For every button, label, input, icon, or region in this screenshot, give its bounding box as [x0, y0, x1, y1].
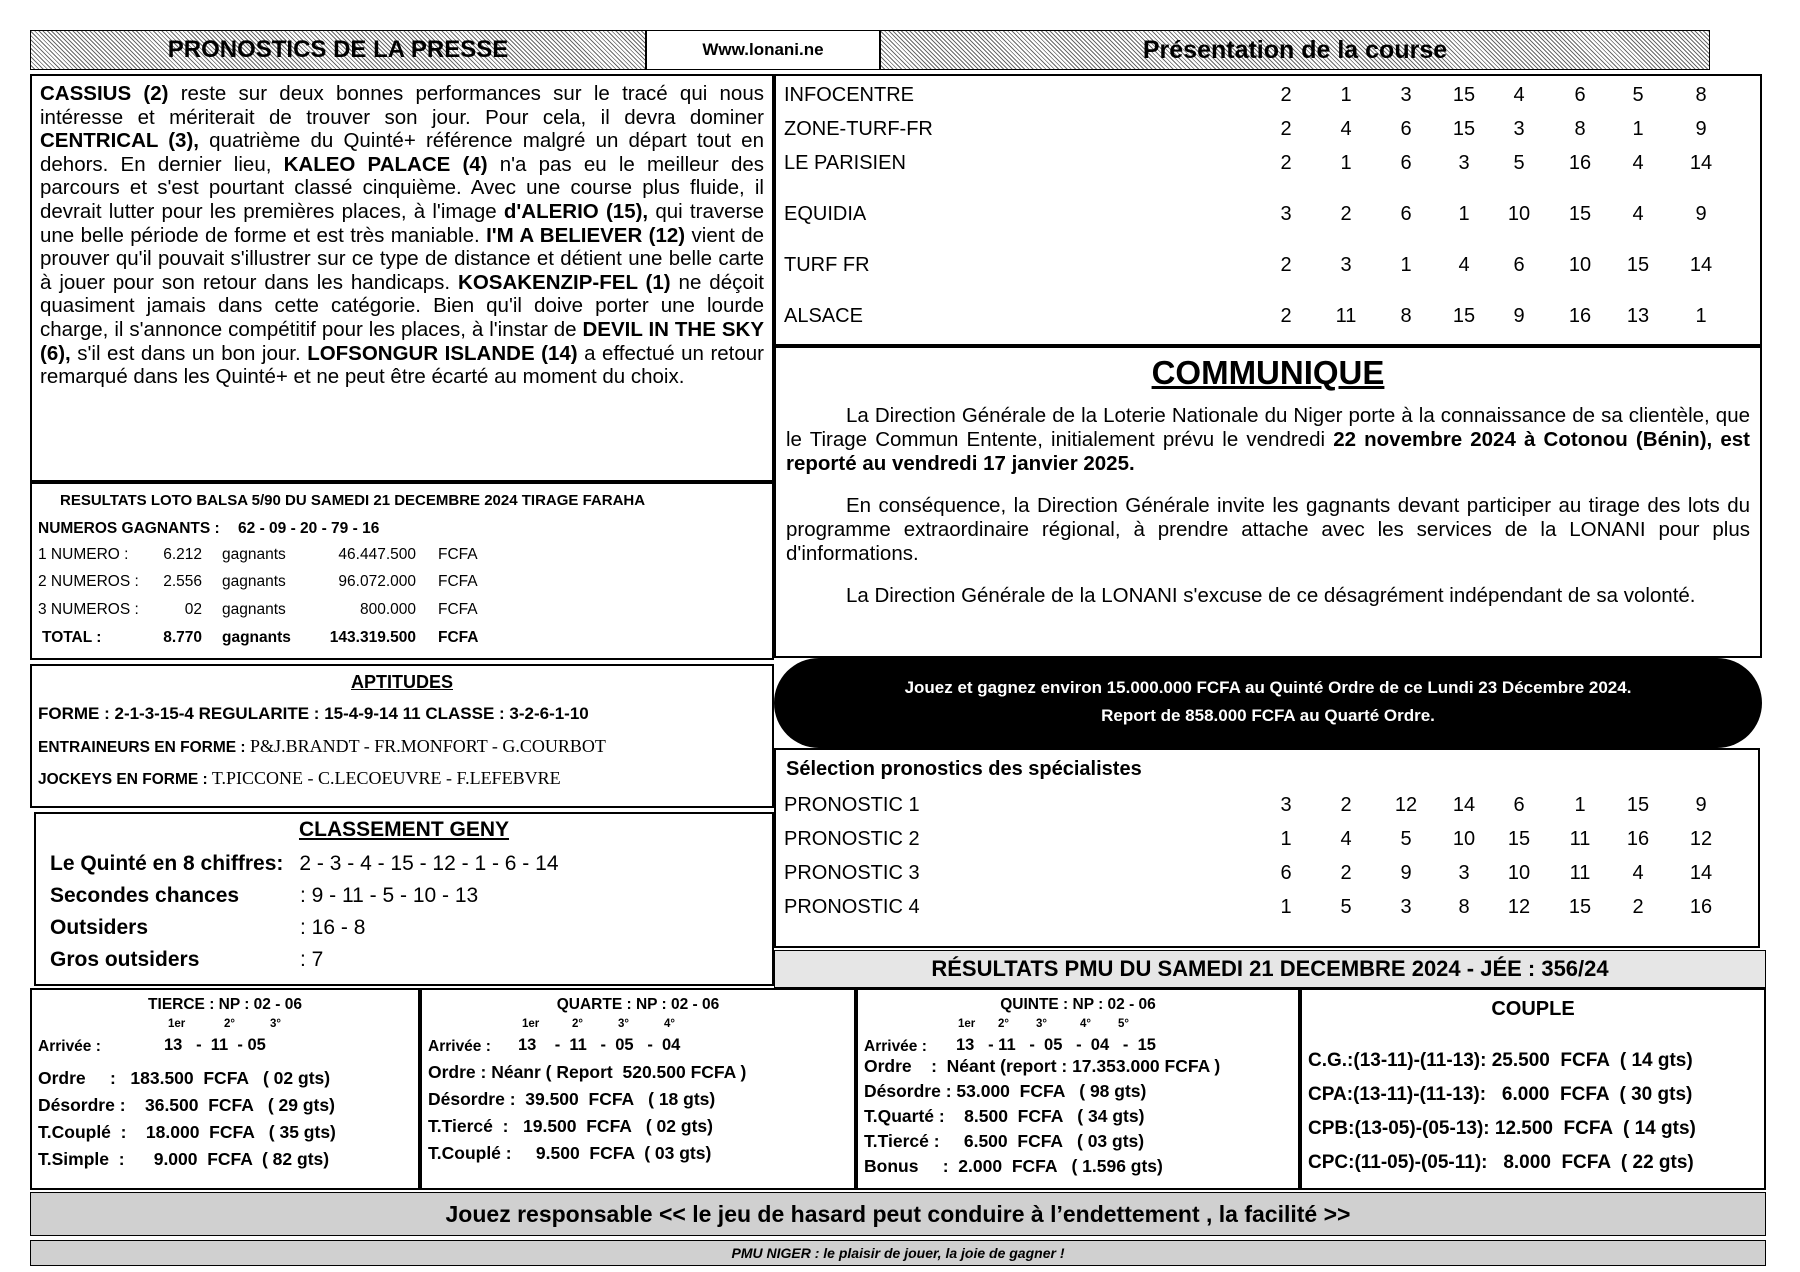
specialist-number: 12 — [1507, 896, 1531, 918]
specialist-row — [776, 828, 1758, 854]
press-pick-row — [776, 152, 1760, 178]
press-pick-row — [776, 118, 1760, 144]
geny-row — [50, 884, 478, 908]
loto-row-label: 2 NUMEROS : — [38, 573, 139, 590]
trainers-row — [38, 736, 606, 757]
jockeys-value: T.PICCONE - C.LECOEUVRE - F.LEFEBVRE — [207, 768, 561, 788]
responsible-text: Jouez responsable << le jeu de hasard peut conduire à l’endettement , la facilité >> — [445, 1200, 1351, 1227]
press-pick-number: 9 — [1513, 305, 1525, 327]
press-pick-row — [776, 254, 1760, 280]
press-pick-number: 6 — [1400, 118, 1412, 140]
press-pick-number: 8 — [1400, 305, 1412, 327]
geny-row — [50, 852, 559, 876]
quarte-result-line: T.Tiercé : 19.500 FCFA ( 02 gts) — [428, 1116, 713, 1136]
communique-bold-text: 22 novembre 2024 à Cotonou (Bénin), est reporté au vendredi 17 janvier 2025. — [786, 428, 1751, 475]
loto-numbers: 62 - 09 - 20 - 79 - 16 — [238, 520, 380, 537]
press-pick-number: 15 — [1452, 84, 1476, 106]
loto-row-count: 2.556 — [163, 573, 202, 590]
press-header — [30, 30, 646, 70]
press-pick-number: 10 — [1568, 254, 1592, 276]
quinte-result-line: T.Quarté : 8.500 FCFA ( 34 gts) — [864, 1106, 1145, 1126]
loto-row-currency: FCFA — [438, 546, 478, 563]
specialist-number: 1 — [1574, 794, 1586, 816]
geny-row-label: Outsiders — [50, 916, 149, 939]
place-label: 2° — [998, 1018, 1009, 1030]
loto-total-count: 8.770 — [163, 629, 202, 646]
pmu-results-title: RÉSULTATS PMU DU SAMEDI 21 DECEMBRE 2024 - JÉE : 356/24 — [931, 956, 1609, 981]
press-pick-number: 10 — [1507, 203, 1531, 225]
press-paragraph — [40, 82, 764, 389]
place-label: 5° — [1118, 1018, 1129, 1030]
quarte-result-line: Désordre : 39.500 FCFA ( 18 gts) — [428, 1089, 716, 1109]
loto-row-amount: 96.072.000 — [338, 573, 416, 590]
specialist-number: 15 — [1568, 896, 1592, 918]
communique-title: COMMUNIQUE — [1151, 354, 1385, 391]
press-source-label: ZONE-TURF-FR — [784, 118, 933, 140]
press-text: qui traverse une belle période de forme et est très maniable. — [40, 199, 764, 247]
press-pick-number: 15 — [1626, 254, 1650, 276]
aptitudes-form-line: FORME : 2-1-3-15-4 REGULARITE : 15-4-9-14 11 CLASSE : 3-2-6-1-10 — [38, 704, 589, 723]
specialist-number: 9 — [1695, 794, 1707, 816]
press-pick-number: 8 — [1695, 84, 1707, 106]
press-pick-number: 8 — [1574, 118, 1586, 140]
slogan-text: PMU NIGER : le plaisir de jouer, la joie de gagner ! — [731, 1245, 1065, 1261]
specialist-label: PRONOSTIC 2 — [784, 828, 920, 850]
quarte-result-line: Ordre : Néanr ( Report 520.500 FCFA ) — [428, 1062, 747, 1082]
specialist-number: 11 — [1569, 862, 1591, 884]
aptitudes-title: APTITUDES — [350, 672, 453, 692]
geny-row-label: Le Quinté en 8 chiffres: — [50, 852, 284, 875]
loto-total-currency: FCFA — [438, 629, 479, 646]
press-source-label: INFOCENTRE — [784, 84, 914, 106]
specialist-number: 1 — [1280, 896, 1292, 918]
couple-result-line: CPC:(11-05)-(05-11): 8.000 FCFA ( 22 gts) — [1308, 1152, 1694, 1173]
specialist-number: 12 — [1394, 794, 1418, 816]
press-text-box — [30, 74, 774, 482]
place-label: 2° — [572, 1018, 583, 1030]
loto-row-currency: FCFA — [438, 573, 478, 590]
press-pick-number: 4 — [1632, 152, 1644, 174]
place-label: 3° — [1036, 1018, 1047, 1030]
website-box — [646, 30, 880, 70]
press-pick-number: 6 — [1574, 84, 1586, 106]
press-text: reste sur deux bonnes performances sur le tracé qui nous intéresse et mériterait de trouver son jour. Pour cela, il devra dominer — [40, 82, 764, 129]
place-label: 3° — [618, 1018, 629, 1030]
banner-line2: Report de 858.000 FCFA au Quarté Ordre. — [1101, 706, 1435, 725]
press-pick-number: 6 — [1400, 152, 1412, 174]
pmu-results-title-bar — [774, 950, 1766, 988]
place-label: 4° — [664, 1018, 675, 1030]
horse-name: CENTRICAL (3), — [40, 129, 199, 153]
loto-row-count: 02 — [184, 601, 202, 618]
press-pick-number: 2 — [1280, 254, 1292, 276]
press-pick-number: 1 — [1695, 305, 1707, 327]
jockeys-row — [38, 768, 561, 789]
specialist-number: 5 — [1400, 828, 1412, 850]
press-pick-number: 2 — [1280, 152, 1292, 174]
geny-row-value: : 16 - 8 — [300, 916, 366, 939]
specialist-row — [776, 896, 1758, 922]
specialist-number: 4 — [1340, 828, 1352, 850]
press-pick-number: 6 — [1513, 254, 1525, 276]
geny-row-value: 2 - 3 - 4 - 15 - 12 - 1 - 6 - 14 — [299, 852, 559, 875]
press-pick-number: 14 — [1689, 254, 1713, 276]
specialist-number: 15 — [1626, 794, 1650, 816]
loto-title: RESULTATS LOTO BALSA 5/90 DU SAMEDI 21 DECEMBRE 2024 TIRAGE FARAHA — [60, 492, 646, 509]
press-pick-number: 3 — [1458, 152, 1470, 174]
press-text: a effectué un retour remarqué dans les Quinté+ et ne peut être écarté au moment du choix. — [40, 341, 765, 389]
press-pick-number: 4 — [1513, 84, 1525, 106]
quarte-result-line: T.Couplé : 9.500 FCFA ( 03 gts) — [428, 1143, 712, 1163]
tierce-result-line: Désordre : 36.500 FCFA ( 29 gts) — [38, 1095, 335, 1115]
specialists-box — [774, 748, 1760, 948]
place-label: 1er — [522, 1018, 540, 1030]
quinte-result-line: Ordre : Néant (report : 17.353.000 FCFA ) — [864, 1056, 1221, 1076]
jackpot-banner — [774, 658, 1762, 748]
specialist-number: 14 — [1689, 862, 1713, 884]
press-pick-number: 3 — [1400, 84, 1412, 106]
quinte-result-line: T.Tiercé : 6.500 FCFA ( 03 gts) — [864, 1131, 1145, 1151]
press-pick-number: 3 — [1340, 254, 1352, 276]
press-pick-number: 4 — [1340, 118, 1352, 140]
jockeys-label: JOCKEYS EN FORME : — [38, 771, 208, 788]
loto-row-amount: 46.447.500 — [338, 546, 416, 563]
quinte-box — [856, 988, 1300, 1190]
press-pick-number: 14 — [1689, 152, 1713, 174]
banner-line1: Jouez et gagnez environ 15.000.000 FCFA au Quinté Ordre de ce Lundi 23 Décembre 2024. — [904, 678, 1632, 697]
specialist-number: 12 — [1689, 828, 1713, 850]
horse-name: KALEO PALACE (4) — [283, 152, 488, 176]
specialist-number: 16 — [1689, 896, 1713, 918]
tierce-result-line: T.Simple : 9.000 FCFA ( 82 gts) — [38, 1149, 330, 1169]
press-pick-number: 6 — [1400, 203, 1412, 225]
specialist-number: 5 — [1340, 896, 1352, 918]
loto-row-currency: FCFA — [438, 601, 478, 618]
tierce-header: TIERCE : NP : 02 - 06 — [148, 996, 302, 1013]
press-pick-number: 1 — [1632, 118, 1644, 140]
geny-row — [50, 948, 323, 972]
specialist-number: 3 — [1400, 896, 1412, 918]
horse-name: LOFSONGUR ISLANDE (14) — [307, 341, 578, 365]
press-pick-number: 11 — [1335, 305, 1357, 327]
place-label: 4° — [1080, 1018, 1091, 1030]
press-pick-number: 1 — [1400, 254, 1412, 276]
tierce-result-line: T.Couplé : 18.000 FCFA ( 35 gts) — [38, 1122, 336, 1142]
horse-name: CASSIUS (2) — [40, 82, 169, 105]
press-pick-number: 9 — [1695, 203, 1707, 225]
geny-row-value: : 9 - 11 - 5 - 10 - 13 — [300, 884, 479, 907]
quarte-arrivee: 13 - 11 - 05 - 04 — [518, 1036, 681, 1054]
tierce-result-line: Ordre : 183.500 FCFA ( 02 gts) — [38, 1068, 331, 1088]
loto-total-amount: 143.319.500 — [329, 629, 416, 646]
specialist-number: 2 — [1340, 794, 1352, 816]
press-pick-number: 2 — [1280, 118, 1292, 140]
responsible-bar — [30, 1192, 1766, 1236]
press-pick-number: 5 — [1513, 152, 1525, 174]
press-pick-number: 16 — [1568, 152, 1592, 174]
press-source-label: LE PARISIEN — [784, 152, 906, 174]
specialist-number: 16 — [1626, 828, 1650, 850]
horse-name: DEVIL IN THE SKY (6), — [40, 317, 764, 365]
couple-box — [1300, 988, 1766, 1190]
quarte-box — [420, 988, 856, 1190]
specialist-row — [776, 862, 1758, 888]
communique-para3: La Direction Générale de la LONANI s'excuse de ce désagrément indépendant de sa volonté. — [846, 584, 1696, 607]
couple-result-line: C.G.:(13-11)-(11-13): 25.500 FCFA ( 14 gts) — [1308, 1050, 1693, 1071]
tierce-box — [30, 988, 420, 1190]
specialist-number: 3 — [1280, 794, 1292, 816]
quinte-arrivee: 13 - 11 - 05 - 04 - 15 — [956, 1036, 1156, 1054]
place-label: 1er — [168, 1018, 186, 1030]
specialist-number: 6 — [1280, 862, 1292, 884]
specialist-number: 10 — [1507, 862, 1531, 884]
loto-numbers-label: NUMEROS GAGNANTS : — [38, 520, 220, 537]
tierce-arrivee: 13 - 11 - 05 — [164, 1036, 266, 1054]
quarte-header: QUARTE : NP : 02 - 06 — [556, 996, 720, 1013]
couple-result-line: CPB:(13-05)-(05-13): 12.500 FCFA ( 14 gts) — [1308, 1118, 1696, 1139]
geny-row — [50, 916, 365, 940]
course-header — [880, 30, 1710, 70]
communique-box — [774, 346, 1762, 658]
press-pick-number: 1 — [1458, 203, 1470, 225]
specialist-number: 1 — [1280, 828, 1292, 850]
loto-row-amount: 800.000 — [359, 601, 416, 618]
press-pick-number: 9 — [1695, 118, 1707, 140]
press-pick-row — [776, 305, 1760, 331]
press-pick-number: 4 — [1632, 203, 1644, 225]
loto-row-label: 1 NUMERO : — [38, 546, 129, 563]
press-source-label: ALSACE — [784, 305, 863, 327]
press-text: vient de prouver qu'il pouvait s'illustrer sur ce type de distance et détient une belle carte à jouer pour son retour dans les handicaps. — [40, 223, 764, 294]
loto-total-gagnants: gagnants — [222, 629, 291, 646]
specialist-number: 11 — [1569, 828, 1591, 850]
press-text: n'a pas eu le meilleur des parcours et s'est pourtant classé cinquième. Avec une course plus fluide, il devrait lutter pour les premières places, à l'image — [40, 152, 764, 223]
specialist-number: 3 — [1458, 862, 1470, 884]
slogan-bar — [30, 1240, 1766, 1266]
place-label: 3° — [270, 1018, 281, 1030]
couple-result-line: CPA:(13-11)-(11-13): 6.000 FCFA ( 30 gts) — [1308, 1084, 1693, 1105]
trainers-label: ENTRAINEURS EN FORME : — [38, 739, 246, 756]
press-picks-box — [774, 74, 1762, 346]
press-text: quatrième du Quinté+ référence malgré un départ tout en dehors. En dernier lieu, — [40, 129, 764, 176]
specialist-row — [776, 794, 1758, 820]
press-pick-row — [776, 84, 1760, 110]
horse-name: KOSAKENZIP-FEL (1) — [458, 270, 671, 294]
press-text: ne déçoit quasiment jamais dans cette catégorie. Bien qu'il doive porter une lourde charge, il s'annonce compétitif pour les places, à l'instar de — [40, 270, 764, 341]
press-pick-number: 2 — [1280, 84, 1292, 106]
place-label: 2° — [224, 1018, 235, 1030]
geny-title: CLASSEMENT GENY — [298, 818, 510, 841]
specialist-number: 8 — [1458, 896, 1470, 918]
geny-box — [34, 812, 774, 986]
quinte-result-line: Bonus : 2.000 FCFA ( 1.596 gts) — [864, 1156, 1163, 1176]
press-pick-number: 3 — [1513, 118, 1525, 140]
press-source-label: TURF FR — [784, 254, 870, 276]
loto-row-count: 6.212 — [163, 546, 202, 563]
press-pick-number: 4 — [1458, 254, 1470, 276]
specialist-number: 2 — [1632, 896, 1644, 918]
communique-para2: En conséquence, la Direction Générale invite les gagnants devant participer au tirage des lots du programme extraordinaire régional, à prendre attache avec les services de la LONANI pour plus d'informations. — [786, 494, 1750, 565]
press-pick-number: 13 — [1626, 305, 1650, 327]
specialists-title: Sélection pronostics des spécialistes — [786, 758, 1142, 780]
specialist-number: 2 — [1340, 862, 1352, 884]
quarte-arrivee-label: Arrivée : — [428, 1038, 491, 1055]
quinte-header: QUINTE : NP : 02 - 06 — [1000, 996, 1156, 1013]
quinte-result-line: Désordre : 53.000 FCFA ( 98 gts) — [864, 1081, 1147, 1101]
loto-numbers-row — [38, 520, 379, 538]
communique-text: La Direction Générale de la Loterie Nationale du Niger porte à la connaissance de sa clientèle, que le Tirage Commun Entente, initialement prévu le vendredi — [786, 404, 1750, 451]
geny-row-value: : 7 — [300, 948, 324, 971]
press-text: s'il est dans un bon jour. — [70, 341, 308, 365]
press-pick-row — [776, 203, 1760, 229]
communique-para1 — [786, 404, 1750, 476]
website-link[interactable]: Www.lonani.ne — [702, 40, 824, 59]
specialist-label: PRONOSTIC 4 — [784, 896, 920, 918]
specialist-label: PRONOSTIC 1 — [784, 794, 920, 816]
loto-row-label: 3 NUMEROS : — [38, 601, 139, 618]
horse-name: d'ALERIO (15), — [503, 199, 649, 223]
geny-row-label: Gros outsiders — [50, 948, 200, 971]
aptitudes-box — [30, 664, 774, 808]
press-pick-number: 16 — [1568, 305, 1592, 327]
press-pick-number: 15 — [1568, 203, 1592, 225]
press-source-label: EQUIDIA — [784, 203, 867, 225]
loto-total-label: TOTAL : — [42, 629, 102, 646]
loto-results-box — [30, 482, 774, 660]
trainers-value: P&J.BRANDT - FR.MONFORT - G.COURBOT — [245, 736, 606, 756]
press-pick-number: 15 — [1452, 118, 1476, 140]
specialist-number: 9 — [1400, 862, 1412, 884]
course-header-title: Présentation de la course — [1142, 35, 1448, 64]
loto-row-gagnants: gagnants — [222, 601, 286, 618]
press-pick-number: 2 — [1280, 305, 1292, 327]
press-pick-number: 15 — [1452, 305, 1476, 327]
press-pick-number: 3 — [1280, 203, 1292, 225]
tierce-arrivee-label: Arrivée : — [38, 1038, 101, 1055]
specialist-number: 10 — [1452, 828, 1476, 850]
specialist-number: 4 — [1632, 862, 1644, 884]
geny-row-label: Secondes chances — [50, 884, 240, 907]
loto-row-gagnants: gagnants — [222, 573, 286, 590]
horse-name: I'M A BELIEVER (12) — [486, 223, 686, 247]
press-pick-number: 1 — [1340, 84, 1352, 106]
press-pick-number: 2 — [1340, 203, 1352, 225]
press-header-title: PRONOSTICS DE LA PRESSE — [167, 36, 509, 63]
press-pick-number: 1 — [1340, 152, 1352, 174]
couple-header: COUPLE — [1491, 998, 1575, 1020]
specialist-number: 14 — [1452, 794, 1476, 816]
place-label: 1er — [958, 1018, 976, 1030]
press-pick-number: 5 — [1632, 84, 1644, 106]
loto-row-gagnants: gagnants — [222, 546, 286, 563]
specialist-number: 6 — [1513, 794, 1525, 816]
specialist-number: 15 — [1507, 828, 1531, 850]
specialist-label: PRONOSTIC 3 — [784, 862, 920, 884]
quinte-arrivee-label: Arrivée : — [864, 1038, 927, 1055]
